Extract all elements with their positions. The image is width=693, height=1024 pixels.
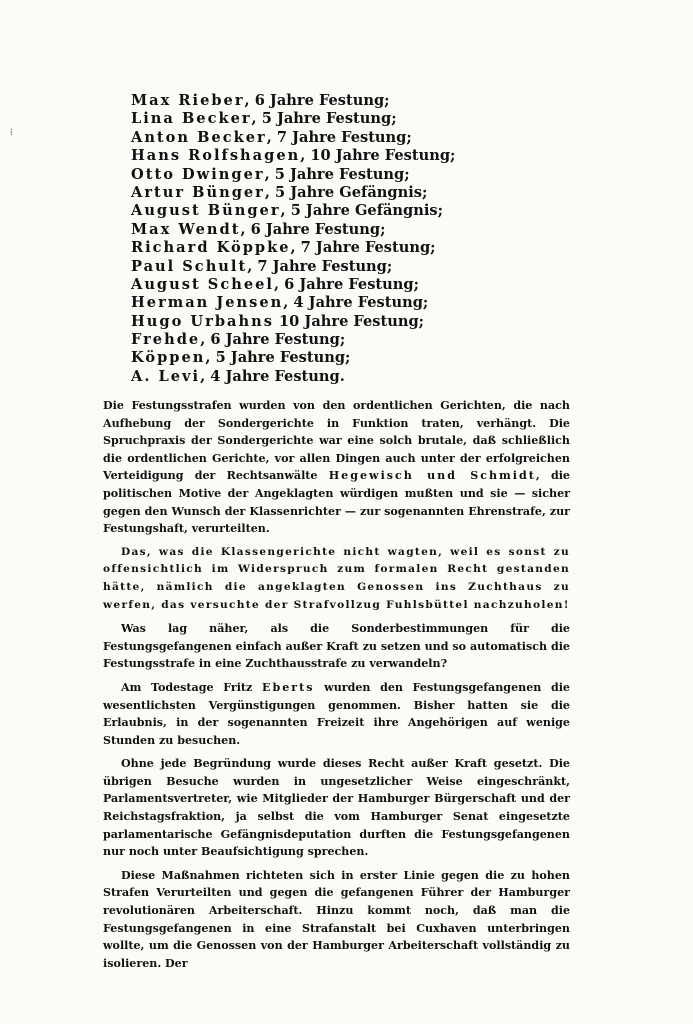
- sentence-entry: Hugo Urbahns 10 Jahre Festung;: [131, 312, 425, 330]
- paragraph: Ohne jede Begründung wurde dieses Recht außer Kraft gesetzt. Die übrigen Besuche wurden in ungesetzlicher Weise eingeschränkt, Parlamentsvertreter, wie Mitglieder der Hamburger Bürgerschaft und der Reichstagsfraktion, ja selbst die vom Hamburger Senat eingesetzte parlamentarische Gefängnisdeputation durften die Festungsgefangenen nur noch unter Beaufsichtigung sprechen.: [103, 757, 570, 859]
- sentence-entry: Herman Jensen, 4 Jahre Festung;: [131, 294, 429, 312]
- sentence-entry: Artur Bünger, 5 Jahre Gefängnis;: [131, 183, 428, 201]
- sentence-list: [131, 92, 461, 386]
- sentence-entry: Lina Becker, 5 Jahre Festung;: [131, 110, 397, 128]
- sentence-entry: Hans Rolfshagen, 10 Jahre Festung;: [131, 147, 456, 165]
- body-text: [103, 397, 570, 972]
- sentence-entry: A. Levi, 4 Jahre Festung.: [131, 367, 345, 385]
- sentence-entry: Paul Schult, 7 Jahre Festung;: [131, 257, 393, 275]
- paragraph: Diese Maßnahmen richteten sich in erster Linie gegen die zu hohen Strafen Verurteilten und gegen die gefangenen Führer der Hamburger revolutionären Arbeiterschaft. Hinzu kommt noch, daß man die Festungsgefangenen in eine Strafanstalt bei Cuxhaven unterbringen wollte, um die Genossen von der Hamburger Arbeiterschaft vollständig zu isolieren. Der: [103, 868, 570, 970]
- paragraph: Was lag näher, als die Sonderbestimmungen für die Festungsgefangenen einfach außer Kraft zu setzen und so automatisch die Festungsstrafe in eine Zuchthausstrafe zu verwandeln?: [103, 622, 570, 671]
- sentence-entry: Frehde, 6 Jahre Festung;: [131, 331, 346, 349]
- margin-mark: ⁞: [10, 128, 13, 138]
- sentence-entry: Otto Dwinger, 5 Jahre Festung;: [131, 165, 410, 183]
- paragraph: Das, was die Klassengerichte nicht wagten, weil es sonst zu offensichtlich im Widerspruch zum formalen Recht gestanden hätte, nämlich die angeklagten Genossen ins Zuchthaus zu werfen, das versuchte der Strafvollzug Fuhlsbüttel nachzuholen!: [103, 545, 570, 611]
- sentence-entry: August Scheel, 6 Jahre Festung;: [131, 275, 419, 293]
- sentence-entry: Max Rieber, 6 Jahre Festung;: [131, 92, 390, 109]
- sentence-entry: Max Wendt, 6 Jahre Festung;: [131, 220, 386, 238]
- paragraph: Am Todestage Fritz Eberts wurden den Festungsgefangenen die wesentlichsten Vergünstigungen genommen. Bisher hatten sie die Erlaubnis, in der sogenannten Freizeit ihre Angehörigen auf wenige Stunden zu besuchen.: [103, 680, 570, 747]
- paragraph: Die Festungsstrafen wurden von den ordentlichen Gerichten, die nach Aufhebung der Sondergerichte in Funktion traten, verhängt. Die Spruchpraxis der Sondergerichte war eine solch brutale, daß schließlich die ordentlichen Gerichte, vor allen Dingen auch unter der erfolgreichen Verteidigung der Rechtsanwälte Hegewisch und Schmidt, die politischen Motive der Angeklagten würdigen mußten und sie — sicher gegen den Wunsch der Klassenrichter — zur sogenannten Ehrenstrafe, zur Festungshaft, verurteilten.: [103, 399, 570, 536]
- sentence-entry: Anton Becker, 7 Jahre Festung;: [131, 128, 412, 146]
- sentence-entry: Richard Köppke, 7 Jahre Festung;: [131, 239, 436, 257]
- sentence-entry: Köppen, 5 Jahre Festung;: [131, 349, 351, 367]
- sentence-entry: August Bünger, 5 Jahre Gefängnis;: [131, 202, 444, 220]
